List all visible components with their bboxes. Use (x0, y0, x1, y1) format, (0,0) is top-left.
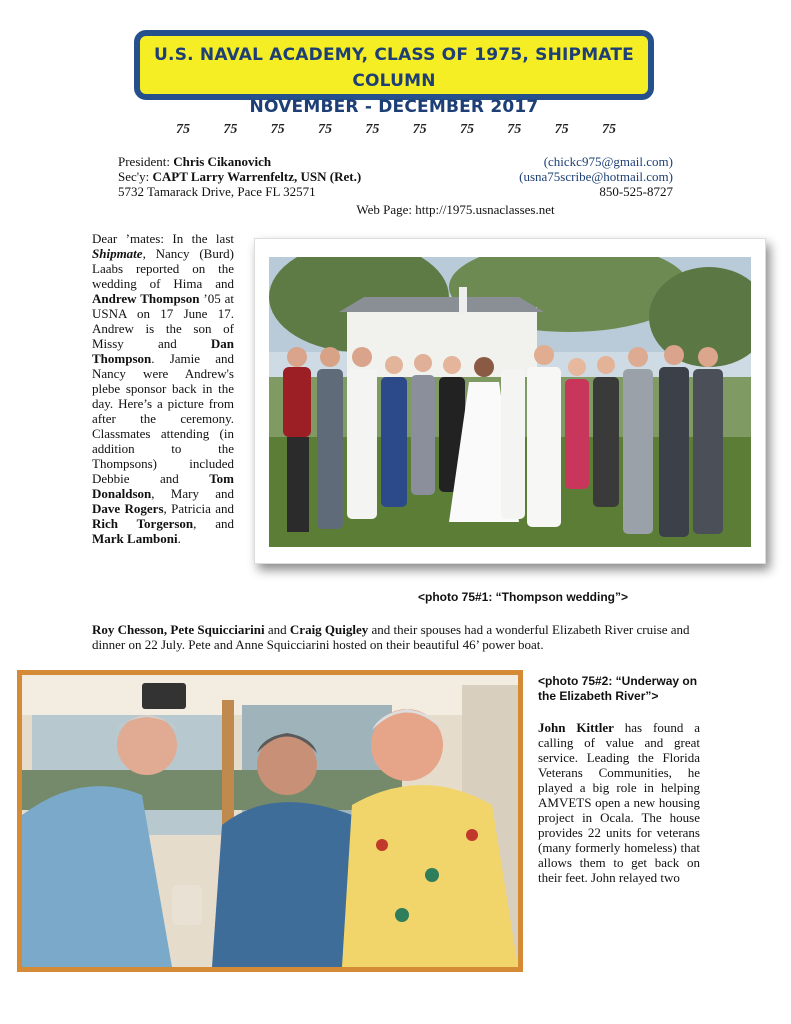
president-email[interactable]: (chickc975@gmail.com) (543, 154, 673, 169)
name-rich-torgerson: Rich Torgerson (92, 516, 194, 531)
text-run: . Jamie and Nancy were Andrew's plebe sponsor back in the day. Here’s a picture from after the ceremony. Classmates attending (in addition to the Thompsons) included Debbie and (92, 351, 234, 486)
shipmate-title: Shipmate (92, 246, 143, 261)
wedding-photo-frame (254, 238, 766, 564)
text-run: ’05 at USNA on 17 June 17. Andrew is the son of Missy and (92, 291, 234, 351)
kittler-paragraph (538, 720, 700, 885)
text-run: Dear ’mates: In the last (92, 231, 234, 246)
name-andrew-thompson: Andrew Thompson (92, 291, 200, 306)
text-run: , Nancy (Burd) Laabs reported on the wedding of Hima and (92, 246, 234, 291)
year-mark: 75 (507, 122, 522, 137)
year-mark: 75 (317, 122, 332, 137)
text-run: and their spouses had a wonderful Elizabeth River cruise and dinner on 22 July. Pete and Anne Squicciarini hosted on their beautiful 46’ power boat. (92, 622, 690, 652)
year-mark: 75 (176, 122, 190, 137)
photo-1-caption: <photo 75#1: “Thompson wedding”> (418, 590, 629, 604)
president-line (118, 154, 271, 169)
name-john-kittler: John Kittler (538, 720, 614, 735)
secretary-email[interactable]: (usna75scribe@hotmail.com) (519, 169, 673, 184)
mailing-address: 5732 Tamarack Drive, Pace FL 32571 (118, 184, 316, 199)
photo-2-caption: <photo 75#2: “Underway on the Elizabeth River”> (538, 674, 698, 703)
text-run: . (177, 531, 181, 546)
year-mark: 75 (412, 122, 427, 137)
text-run: , Patricia and (163, 501, 234, 516)
president-label: President: (118, 154, 170, 169)
text-run: has found a calling of value and great service. Leading the Florida Veterans Communities, he played a big role in helping AMVETS open a new housing project in Ocala. The house provides 22 units for veterans (many formerly homeless) that allows them to get back on their feet. John relayed two (538, 720, 700, 885)
president-name: Chris Cikanovich (173, 154, 272, 169)
secretary-name: CAPT Larry Warrenfeltz, USN (Ret.) (152, 169, 362, 184)
text-run: and (264, 622, 290, 637)
name-tom-donaldson: Tom Donaldson (92, 471, 234, 501)
column-title-banner (134, 30, 654, 117)
year-mark: 75 (459, 122, 474, 137)
name-dan-thompson: Dan Thompson (92, 336, 234, 366)
title-line-1: U.S. NAVAL ACADEMY, CLASS OF 1975, SHIPMATE COLUMN (154, 45, 634, 91)
year-mark: 75 (601, 122, 616, 137)
text-run: , and (193, 516, 234, 531)
contact-block (118, 154, 673, 199)
class-year-divider (176, 122, 616, 138)
text-run: , Mary and (151, 486, 234, 501)
wedding-photo-illustration (269, 257, 751, 547)
name-craig-quigley: Craig Quigley (289, 622, 369, 637)
wedding-group-photo (269, 257, 751, 547)
names-chesson-squicciarini: Roy Chesson, Pete Squicciarini (92, 622, 265, 637)
title-line-2: NOVEMBER - DECEMBER 2017 (249, 97, 539, 117)
secretary-line (118, 169, 361, 184)
year-mark: 75 (223, 122, 238, 137)
year-mark: 75 (365, 122, 380, 137)
boat-cruise-paragraph (92, 622, 702, 652)
wedding-paragraph (92, 231, 234, 546)
name-mark-lamboni: Mark Lamboni (92, 531, 178, 546)
web-page-link[interactable]: Web Page: http://1975.usnaclasses.net (356, 202, 555, 217)
year-mark: 75 (270, 122, 285, 137)
phone-number: 850-525-8727 (599, 184, 673, 199)
name-dave-rogers: Dave Rogers (92, 501, 164, 516)
year-mark: 75 (554, 122, 569, 137)
boat-photo-illustration (22, 675, 518, 967)
boat-photo (17, 670, 523, 972)
secretary-label: Sec'y: (118, 169, 150, 184)
